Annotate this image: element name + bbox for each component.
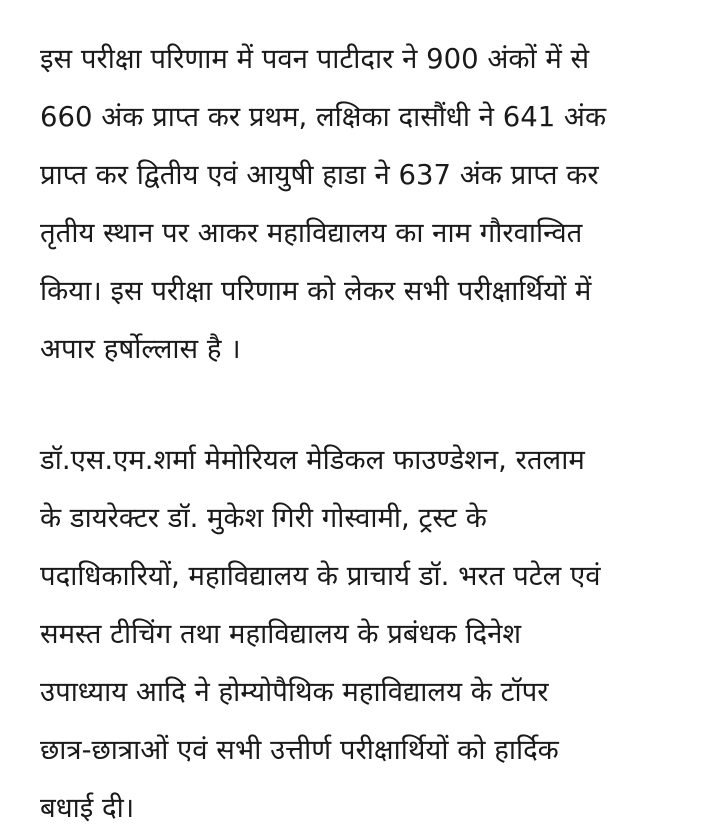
text-line: अपार हर्षोल्लास है । bbox=[40, 333, 241, 365]
text-line: इस परीक्षा परिणाम में पवन पाटीदार ने 900 अंकों में से bbox=[40, 43, 590, 75]
paragraph-congratulations bbox=[40, 431, 690, 837]
text-line: प्राप्त कर द्वितीय एवं आयुषी हाडा ने 637 अंक प्राप्त कर bbox=[40, 159, 599, 191]
text-line: के डायरेक्टर डॉ. मुकेश गिरी गोस्वामी, ट्रस्ट के bbox=[40, 502, 487, 534]
text-line: उपाध्याय आदि ने होम्योपैथिक महाविद्यालय के टॉपर bbox=[40, 676, 549, 708]
text-line: छात्र-छात्राओं एवं सभी उत्तीर्ण परीक्षार्थियों को हार्दिक bbox=[40, 734, 559, 766]
text-line: पदाधिकारियों, महाविद्यालय के प्राचार्य डॉ. भरत पटेल एवं bbox=[40, 560, 601, 592]
text-line: किया। इस परीक्षा परिणाम को लेकर सभी परीक्षार्थियों में bbox=[40, 275, 592, 307]
text-line: डॉ.एस.एम.शर्मा मेमोरियल मेडिकल फाउण्डेशन, रतलाम bbox=[40, 444, 585, 476]
paragraph-gap bbox=[40, 378, 690, 431]
text-line: बधाई दी। bbox=[40, 792, 135, 824]
text-line: तृतीय स्थान पर आकर महाविद्यालय का नाम गौरवान्वित bbox=[40, 217, 583, 249]
text-line: समस्त टीचिंग तथा महाविद्यालय के प्रबंधक दिनेश bbox=[40, 618, 522, 650]
text-line: 660 अंक प्राप्त कर प्रथम, लक्षिका दासौंधी ने 641 अंक bbox=[40, 101, 607, 133]
paragraph-results bbox=[40, 30, 690, 378]
article-body bbox=[40, 30, 690, 837]
